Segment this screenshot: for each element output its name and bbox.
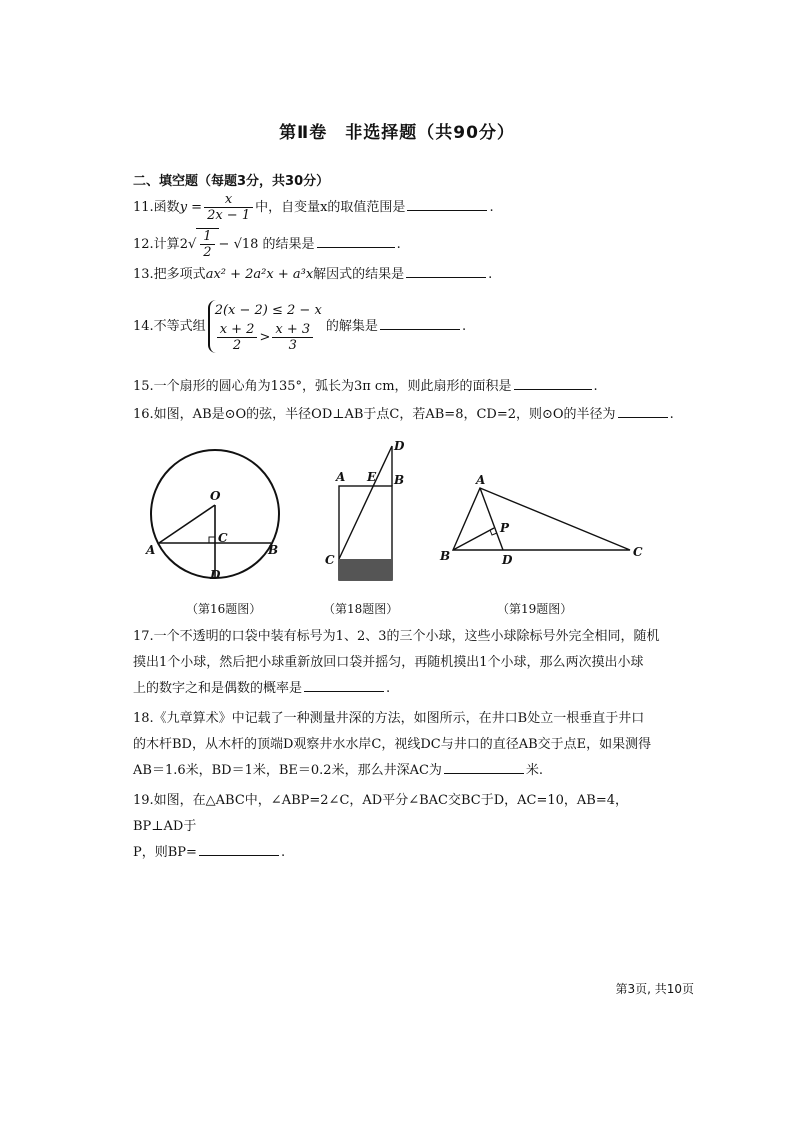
figures [0, 430, 794, 595]
fig19-label-d: D [502, 553, 513, 567]
q17-line1: 17.一个不透明的口袋中装有标号为1、2、3的三个小球，这些小球除标号外完全相同，随机 [133, 629, 660, 644]
fig19-label-b: B [440, 549, 451, 563]
q14-line1: 2(x − 2) ≤ 2 − x [214, 303, 322, 318]
q19-line2-text: P，则BP= [133, 845, 197, 860]
figure-19 [439, 473, 643, 567]
fig16-label-b: B [268, 543, 279, 557]
question-12 [133, 228, 401, 260]
q19-answer-blank[interactable] [199, 842, 279, 856]
q14-line2 [215, 322, 322, 353]
q14-op: > [259, 330, 271, 345]
q14-prefix: 14.不等式组 [133, 319, 206, 334]
question-16 [133, 404, 674, 424]
fig18-sight-dc [339, 446, 392, 559]
question-15 [133, 376, 598, 396]
q17-end: . [386, 681, 391, 696]
fig18-caption: （第18题图） [323, 602, 399, 616]
q15-answer-blank[interactable] [514, 376, 592, 390]
question-13 [133, 264, 492, 284]
q14-den1: 2 [232, 338, 242, 353]
q17-answer-blank[interactable] [304, 678, 384, 692]
fig18-label-b: B [394, 473, 405, 487]
q12-suffix: 的结果是 [262, 237, 315, 252]
fig16-caption: （第16题图） [186, 602, 262, 616]
fig16-label-o: O [210, 489, 221, 503]
q18-line2: 的木杆BD，从木杆的顶端D观察井水水岸C，视线DC与井口的直径AB交于点E，如果测得 [133, 737, 652, 752]
q11-fraction [204, 192, 253, 223]
q14-num1: x + 2 [217, 322, 258, 338]
q12-end: . [396, 237, 401, 252]
fig19-bisector-ad [480, 488, 503, 550]
q15-end: . [593, 379, 598, 394]
fig19-triangle [453, 488, 630, 550]
fig16-right-angle [209, 537, 215, 543]
q13-suffix: 解因式的结果是 [313, 267, 405, 282]
q18-answer-blank[interactable] [444, 760, 524, 774]
fig18-water [339, 559, 392, 580]
q14-end: . [461, 319, 467, 334]
q14-system [208, 300, 322, 353]
fig16-label-d: D [210, 568, 221, 582]
q12-answer-blank[interactable] [317, 234, 395, 248]
q17-line3 [133, 676, 673, 702]
question-18 [133, 706, 673, 784]
q19-line2 [133, 840, 673, 866]
q11-answer-blank[interactable] [407, 197, 487, 211]
fig18-label-a: A [336, 470, 346, 484]
fig16-label-a: A [146, 543, 156, 557]
q14-den2: 3 [288, 338, 297, 353]
fig18-label-e: E [367, 470, 377, 484]
q13-prefix: 13.把多项式 [133, 267, 206, 282]
q16-end: . [669, 407, 674, 422]
fig19-caption: （第19题图） [497, 602, 573, 616]
q12-sqrt-body [196, 228, 218, 260]
q15-text: 15.一个扇形的圆心角为135°，弧长为3π cm，则此扇形的面积是 [133, 379, 512, 394]
q19-end: . [280, 845, 286, 860]
q18-line3 [133, 758, 673, 784]
question-19 [133, 788, 673, 866]
q13-end: . [488, 267, 493, 282]
q12-minus-sqrt: − √18 [218, 237, 259, 252]
figure-16 [145, 450, 279, 582]
q14-suffix: 的解集是 [325, 319, 378, 334]
fig18-label-c: C [325, 553, 335, 567]
q12-prefix: 12.计算 [133, 237, 180, 252]
page-number: 第3页, 共10页 [615, 982, 694, 996]
q16-text: 16.如图，AB是⊙O的弦，半径OD⊥AB于点C，若AB=8，CD=2，则⊙O的半径为 [133, 407, 616, 422]
q12-radical: √ [187, 237, 197, 252]
fig16-radius-oa [159, 505, 215, 543]
q14-answer-blank[interactable] [380, 316, 460, 330]
fig19-perp-bp [453, 528, 494, 550]
q18-line3-text: AB＝1.6米，BD＝1米，BE＝0.2米，那么井深AC为 [133, 763, 442, 778]
q12-coef: 2 [179, 237, 188, 252]
q11-num: x [204, 192, 253, 208]
q12-den: 2 [203, 245, 212, 260]
q17-line2: 摸出1个小球，然后把小球重新放回口袋并摇匀，再随机摸出1个小球，那么两次摸出小球 [133, 655, 644, 670]
q13-expr: ax² + 2a²x + a³x [205, 267, 314, 282]
fig19-label-a: A [476, 473, 486, 487]
section-title: 二、填空题（每题3分，共30分） [133, 174, 330, 189]
question-17 [133, 624, 673, 702]
q17-line3-text: 上的数字之和是偶数的概率是 [133, 681, 303, 696]
q18-end: 米. [525, 763, 544, 778]
fig19-label-c: C [633, 545, 643, 559]
fig16-label-c: C [218, 531, 228, 545]
q16-answer-blank[interactable] [618, 404, 668, 418]
question-14 [133, 300, 466, 353]
fig19-label-p: P [500, 521, 510, 535]
page-title: 第Ⅱ卷 非选择题（共90分） [279, 123, 515, 143]
q11-den: 2x − 1 [207, 208, 251, 223]
q13-answer-blank[interactable] [406, 264, 486, 278]
q11-end: . [489, 200, 494, 215]
q19-line1: 19.如图，在△ABC中，∠ABP=2∠C，AD平分∠BAC交BC于D，AC=10，AB=4，BP⊥AD于 [133, 793, 629, 834]
figure-18 [325, 439, 405, 580]
q12-num: 1 [200, 229, 214, 245]
q11-prefix: 11.函数 [133, 200, 180, 215]
q11-func-lhs: y = [179, 200, 203, 215]
q14-num2: x + 3 [272, 322, 313, 338]
fig18-label-d: D [394, 439, 405, 453]
q11-suffix: 中，自变量x的取值范围是 [255, 200, 406, 215]
question-11 [133, 192, 494, 223]
q18-line1: 18.《九章算术》中记载了一种测量井深的方法，如图所示，在井口B处立一根垂直于井口 [133, 711, 645, 726]
